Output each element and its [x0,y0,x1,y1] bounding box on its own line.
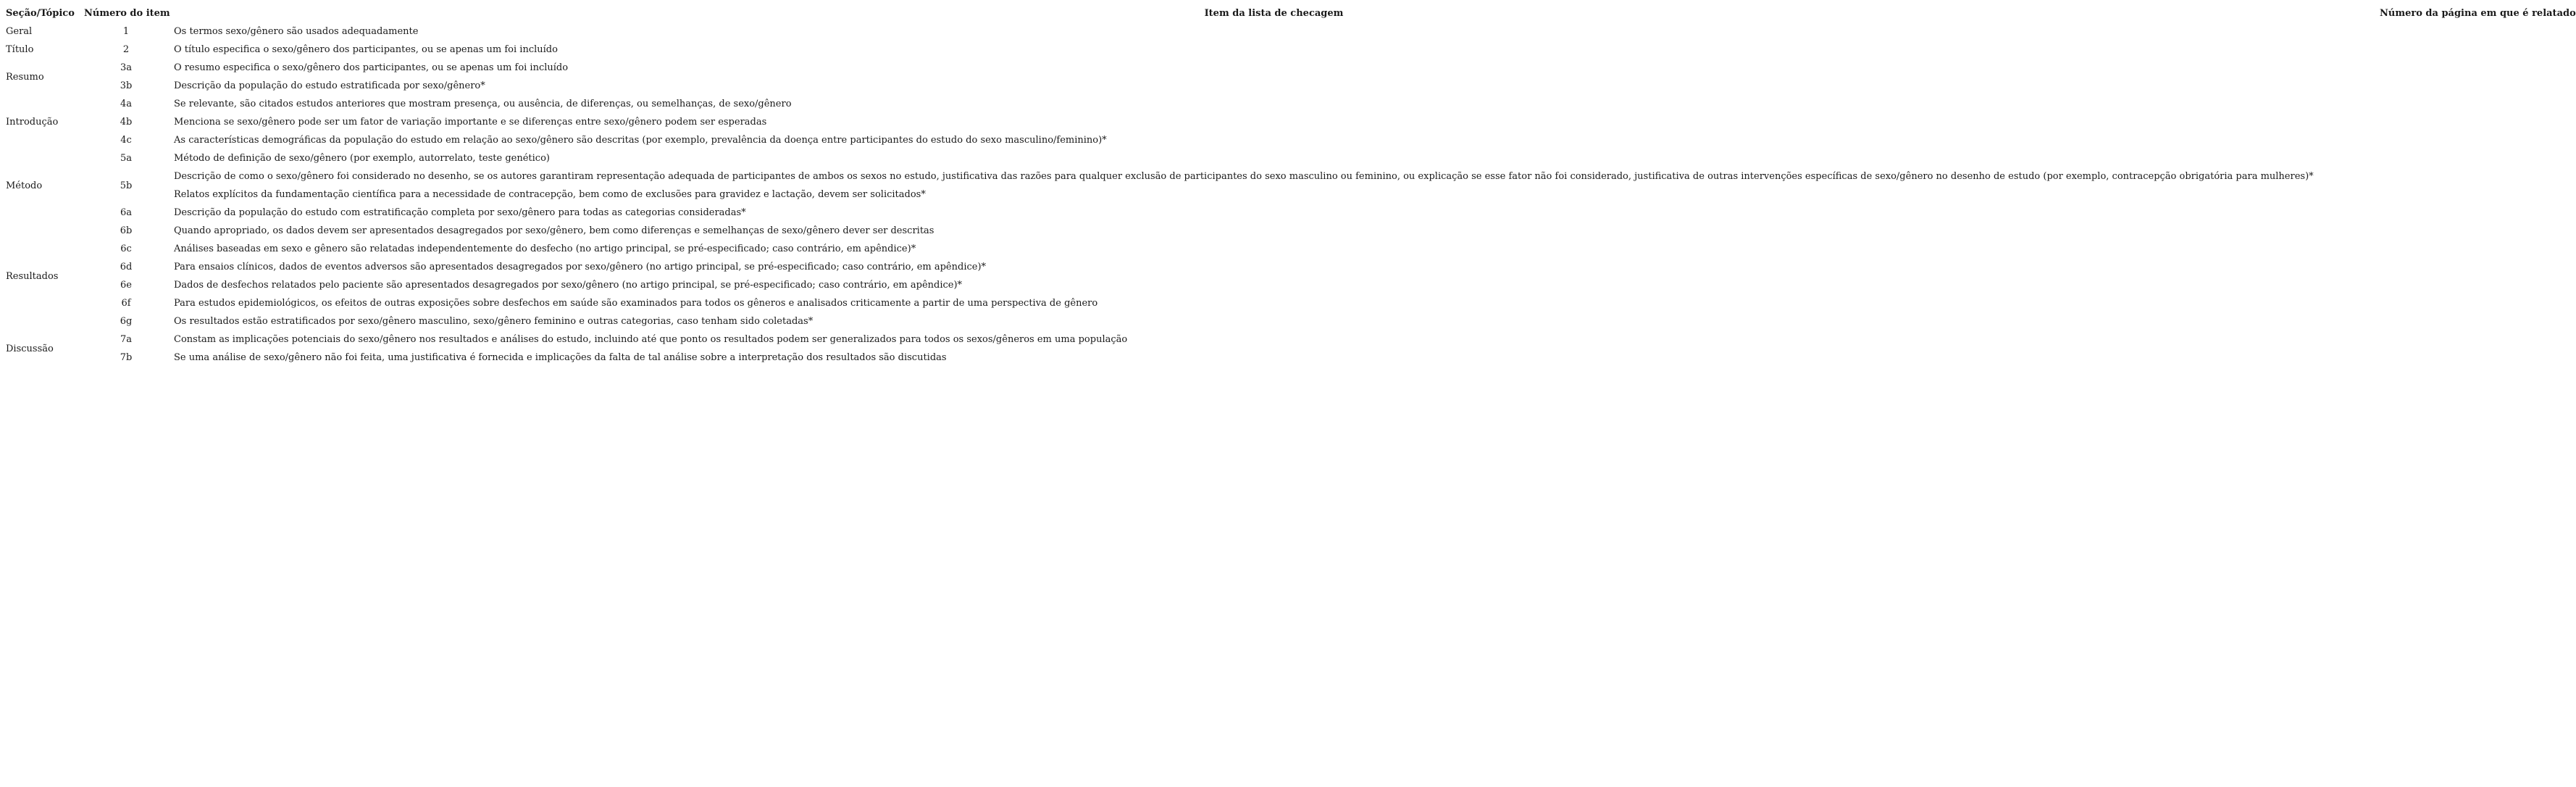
page-number-cell [2377,204,2538,222]
section-cell: Resumo [6,71,44,83]
page-number-cell [2377,330,2538,349]
page-number-cell [2377,131,2538,149]
checklist-item-cell: Se uma análise de sexo/gênero não foi feita, uma justificativa é fornecida e implicações da falta de tal análise sobre a interpretação dos resultados são discutidas [174,352,947,363]
checklist-item-cell: Os resultados estão estratificados por sexo/gênero masculino, sexo/gênero feminino e outras categorias, caso tenham sido coletadas* [174,316,814,327]
page-number-cell [2377,95,2538,113]
checklist-item-cell: Descrição da população do estudo estratificada por sexo/gênero* [174,80,485,91]
checklist-table [3,4,2576,367]
page-number-cell [2377,113,2538,131]
item-number-cell: 6g [120,316,133,327]
item-number-cell: 6b [120,225,133,236]
table-row [3,258,2538,276]
item-number-cell: 4c [120,135,132,146]
section-cell: Geral [6,26,33,37]
item-number-cell: 4b [120,117,133,128]
table-row [3,330,2538,349]
section-cell: Discussão [6,343,54,354]
checklist-item-cell: Relatos explícitos da fundamentação científica para a necessidade de contracepção, bem como de exclusões para gravidez e lactação, devem ser solicitados* [174,189,926,200]
page-number-cell [2377,167,2538,186]
section-cell: Método [6,180,43,191]
checklist-item-cell: As características demográficas da população do estudo em relação ao sexo/gênero são descritas (por exemplo, prevalência da doença entre participantes do estudo do sexo masculino/feminino)* [174,135,1107,146]
table-row [3,240,2538,258]
checklist-item-cell: O resumo especifica o sexo/gênero dos participantes, ou se apenas um foi incluído [174,62,569,73]
item-number-cell: 6d [120,262,133,272]
section-cell: Título [6,44,34,55]
checklist-item-cell: Constam as implicações potenciais do sexo/gênero nos resultados e análises do estudo, incluindo até que ponto os resultados podem ser generalizados para todos os sexos/gêneros em uma população [174,334,1128,345]
table-row [3,349,2538,367]
table-row [3,312,2538,330]
page-number-cell [2377,22,2538,41]
page-number-cell [2377,349,2538,367]
item-number-cell: 3a [120,62,133,73]
checklist-item-cell: Método de definição de sexo/gênero (por exemplo, autorrelato, teste genético) [174,153,550,164]
item-number-cell: 4a [120,99,133,109]
checklist-item-cell: Os termos sexo/gênero são usados adequadamente [174,26,419,37]
item-number-cell: 1 [122,26,130,37]
table-row [3,59,2538,77]
checklist-item-cell: Se relevante, são citados estudos anteriores que mostram presença, ou ausência, de diferenças, ou semelhanças, de sexo/gênero [174,99,792,109]
table-row [3,204,2538,222]
page-number-cell [2377,240,2538,258]
table-row [3,41,2538,59]
section-cell: Resultados [6,270,59,282]
checklist-item-cell: Descrição de como o sexo/gênero foi considerado no desenho, se os autores garantiram representação adequada de participantes de ambos os sexos no estudo, justificativa das razões para qualquer exclusão de participantes do sexo masculino ou feminino, ou explicação se esse fator não foi considerado, justificativa de outras intervenções específicas de sexo/gênero no desenho de estudo (por exemplo, contracepção obrigatória para mulheres)* [174,171,2314,182]
header-row [3,4,2538,22]
page-number-cell [2377,41,2538,59]
table-row [3,131,2538,149]
item-number-cell: 6a [120,207,133,218]
table-row [3,294,2538,312]
page-number-cell [2377,276,2538,294]
table-row [3,222,2538,240]
checklist-item-cell: Dados de desfechos relatados pelo paciente são apresentados desagregados por sexo/gênero (no artigo principal, se pré-especificado; caso contrário, em apêndice)* [174,280,963,291]
column-header-checklist-item: Item da lista de checagem [1204,8,1344,19]
item-number-cell: 3b [120,80,133,91]
checklist-item-cell: Para ensaios clínicos, dados de eventos adversos são apresentados desagregados por sexo/gênero (no artigo principal, se pré-especificado; caso contrário, em apêndice)* [174,262,987,272]
column-header-page-number: Número da página em que é relatado [2380,8,2576,19]
column-header-item-number: Número do item [84,8,170,19]
item-number-cell: 5a [120,153,133,164]
page-number-cell [2377,294,2538,312]
table-row [3,95,2538,113]
item-number-cell: 5b [120,180,133,191]
checklist-item-cell: O título especifica o sexo/gênero dos participantes, ou se apenas um foi incluído [174,44,558,55]
table-row [3,186,2538,204]
table-row [3,276,2538,294]
table-row [3,167,2538,186]
checklist-item-cell: Descrição da população do estudo com estratificação completa por sexo/gênero para todas as categorias consideradas* [174,207,746,218]
page-number-cell [2377,149,2538,167]
page-number-cell [2377,186,2538,204]
table-row [3,77,2538,95]
checklist-item-cell: Para estudos epidemiológicos, os efeitos de outras exposições sobre desfechos em saúde são examinados para todos os gêneros e analisados criticamente a partir de uma perspectiva de gênero [174,298,1098,309]
page-number-cell [2377,312,2538,330]
page-number-cell [2377,258,2538,276]
item-number-cell: 6c [120,243,132,254]
checklist-item-cell: Quando apropriado, os dados devem ser apresentados desagregados por sexo/gênero, bem como diferenças e semelhanças de sexo/gênero dever ser descritas [174,225,934,236]
table-row [3,113,2538,131]
page-number-cell [2377,77,2538,95]
table-row [3,22,2538,41]
page-number-cell [2377,222,2538,240]
item-number-cell: 6f [121,298,131,309]
column-header-section: Seção/Tópico [6,8,75,19]
section-cell: Introdução [6,117,59,128]
item-number-cell: 6e [120,280,132,291]
item-number-cell: 7a [120,334,133,345]
checklist-item-cell: Menciona se sexo/gênero pode ser um fator de variação importante e se diferenças entre sexo/gênero podem ser esperadas [174,117,767,128]
item-number-cell: 7b [120,352,133,363]
table-row [3,149,2538,167]
page-number-cell [2377,59,2538,77]
item-number-cell: 2 [122,44,130,55]
checklist-item-cell: Análises baseadas em sexo e gênero são relatadas independentemente do desfecho (no artigo principal, se pré-especificado; caso contrário, em apêndice)* [174,243,916,254]
